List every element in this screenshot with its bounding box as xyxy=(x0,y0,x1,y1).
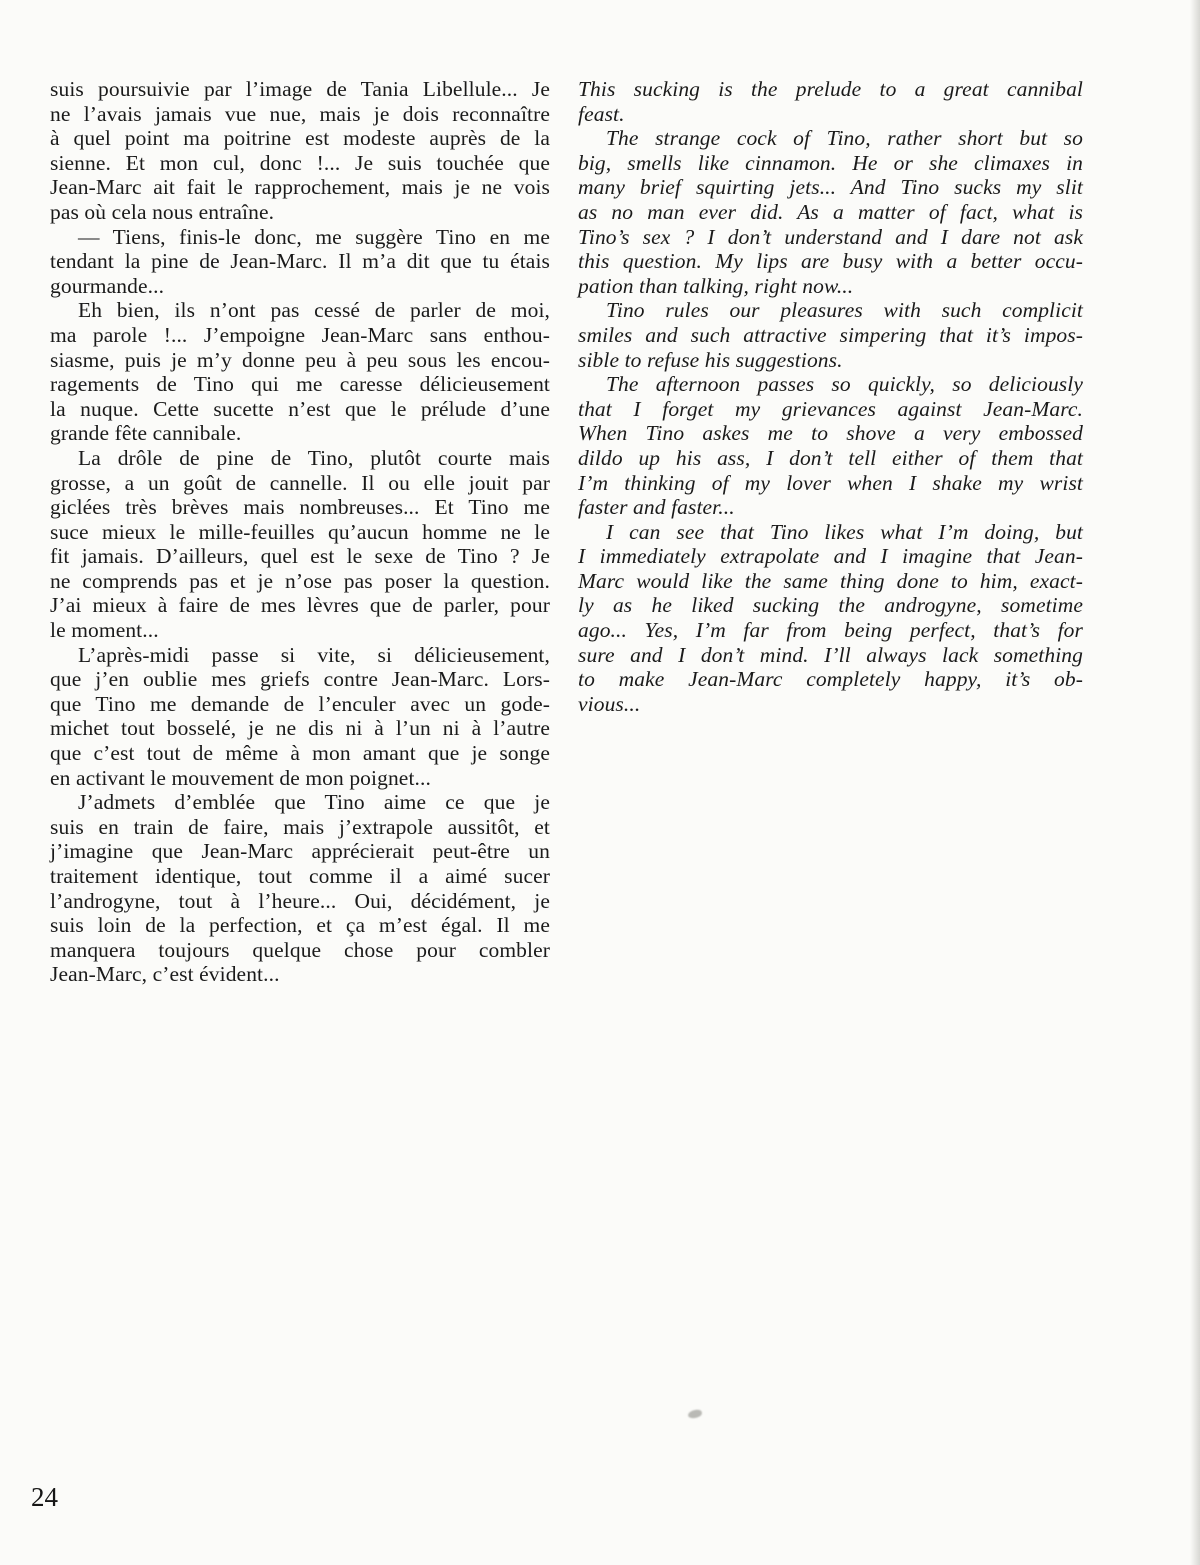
paragraph xyxy=(50,298,550,446)
text-line: — Tiens, finis-le donc, me suggère Tino en me xyxy=(78,224,550,249)
text-line: siasme, puis je m’y donne peu à peu sous les encou- xyxy=(50,347,550,372)
text-line: feast. xyxy=(578,101,625,126)
text-line: que Tino me demande de l’enculer avec un gode- xyxy=(50,691,550,716)
text-line: to make Jean-Marc completely happy, it’s ob- xyxy=(578,667,1083,692)
text-line: I immediately extrapolate and I imagine that Jean- xyxy=(578,544,1083,569)
paragraph xyxy=(578,77,1083,126)
text-line: fit jamais. D’ailleurs, quel est le sexe de Tino ? Je xyxy=(50,544,550,569)
text-line: J’ai mieux à faire de mes lèvres que de parler, pour xyxy=(50,593,550,618)
french-column xyxy=(50,77,550,987)
text-line: sure and I don’t mind. I’ll always lack something xyxy=(578,642,1083,667)
text-line: tendant la pine de Jean-Marc. Il m’a dit que tu étais xyxy=(50,249,550,274)
text-line: traitement identique, tout comme il a aimé sucer xyxy=(50,864,550,888)
text-line: que c’est tout de même à mon amant que je songe xyxy=(50,741,550,766)
text-line: Tino’s sex ? I don’t understand and I dare not ask xyxy=(578,224,1083,249)
text-line: Marc would like the same thing done to him, exact- xyxy=(578,568,1083,593)
text-line: The afternoon passes so quickly, so deliciously xyxy=(606,372,1083,397)
text-line: as no man ever did. As a matter of fact, what is xyxy=(578,199,1083,224)
text-line: suis poursuivie par l’image de Tania Libellule... Je xyxy=(50,77,550,101)
text-line: The strange cock of Tino, rather short but so xyxy=(606,126,1083,151)
text-line: that I forget my grievances against Jean-Marc. xyxy=(578,396,1083,421)
text-line: I can see that Tino likes what I’m doing, but xyxy=(606,519,1083,544)
text-line: j’imagine que Jean-Marc apprécierait peut-être un xyxy=(50,839,550,864)
paragraph xyxy=(578,298,1083,372)
text-line: Tino rules our pleasures with such complicit xyxy=(606,298,1083,323)
text-line: giclées très brèves mais nombreuses... Et Tino me xyxy=(50,495,550,520)
text-line: this question. My lips are busy with a better occu- xyxy=(578,249,1083,274)
text-line: This sucking is the prelude to a great cannibal xyxy=(578,77,1083,101)
text-line: ma parole !... J’empoigne Jean-Marc sans enthou- xyxy=(50,322,550,347)
text-line: manquera toujours quelque chose pour combler xyxy=(50,937,550,962)
text-line: vious... xyxy=(578,691,641,716)
text-line: faster and faster... xyxy=(578,495,735,520)
text-line: Jean-Marc ait fait le rapprochement, mais je ne vois xyxy=(50,175,550,200)
text-line: smiles and such attractive simpering that it’s impos- xyxy=(578,322,1083,347)
text-line: Eh bien, ils n’ont pas cessé de parler de moi, xyxy=(78,298,550,323)
paragraph xyxy=(578,520,1083,717)
text-line: pation than talking, right now... xyxy=(578,273,854,298)
text-line: que j’en oublie mes griefs contre Jean-Marc. Lors- xyxy=(50,667,550,692)
paragraph xyxy=(50,643,550,791)
text-line: many brief squirting jets... And Tino sucks my slit xyxy=(578,175,1083,200)
text-line: en activant le mouvement de mon poignet... xyxy=(50,765,431,790)
text-line: grande fête cannibale. xyxy=(50,421,242,446)
text-line: La drôle de pine de Tino, plutôt courte mais xyxy=(78,445,550,470)
text-line: J’admets d’emblée que Tino aime ce que je xyxy=(78,790,550,815)
scan-edge-shadow xyxy=(1190,0,1200,1565)
text-line: ne comprends pas et je n’ose pas poser la question. xyxy=(50,568,550,593)
text-line: michet tout bosselé, je ne dis ni à l’un ni à l’autre xyxy=(50,716,550,741)
text-line: L’après-midi passe si vite, si délicieusement, xyxy=(78,642,550,667)
scan-speck xyxy=(688,1409,703,1419)
paragraph xyxy=(50,790,550,987)
text-line: big, smells like cinnamon. He or she climaxes in xyxy=(578,150,1083,175)
text-line: sible to refuse his suggestions. xyxy=(578,347,843,372)
paragraph xyxy=(50,446,550,643)
text-line: à quel point ma poitrine est modeste auprès de la xyxy=(50,126,550,151)
text-line: ne l’avais jamais vue nue, mais je dois reconnaître xyxy=(50,101,550,126)
text-line: l’androgyne, tout à l’heure... Oui, décidément, je xyxy=(50,888,550,913)
text-line: suis en train de faire, mais j’extrapole aussitôt, et xyxy=(50,814,550,839)
paragraph xyxy=(578,372,1083,520)
text-line: la nuque. Cette sucette n’est que le prélude d’une xyxy=(50,396,550,421)
text-line: grosse, a un goût de cannelle. Il ou elle jouit par xyxy=(50,470,550,495)
paragraph xyxy=(50,77,550,225)
english-column xyxy=(578,77,1083,716)
text-line: ragements de Tino qui me caresse délicieusement xyxy=(50,372,550,397)
text-line: Jean-Marc, c’est évident... xyxy=(50,962,280,987)
text-line: dildo up his ass, I don’t tell either of them that xyxy=(578,445,1083,470)
text-line: sienne. Et mon cul, donc !... Je suis touchée que xyxy=(50,150,550,175)
paragraph xyxy=(50,225,550,299)
text-line: ly as he liked sucking the androgyne, sometime xyxy=(578,593,1083,618)
text-line: I’m thinking of my lover when I shake my wrist xyxy=(578,470,1083,495)
text-line: suis loin de la perfection, et ça m’est égal. Il me xyxy=(50,913,550,938)
text-line: suce mieux le mille-feuilles qu’aucun homme ne le xyxy=(50,519,550,544)
text-line: gourmande... xyxy=(50,273,165,298)
text-line: ago... Yes, I’m far from being perfect, that’s for xyxy=(578,618,1083,643)
paragraph xyxy=(578,126,1083,298)
page-number: 24 xyxy=(31,1482,58,1512)
text-line: pas où cela nous entraîne. xyxy=(50,199,275,224)
text-line: le moment... xyxy=(50,618,159,643)
text-line: When Tino askes me to shove a very embossed xyxy=(578,421,1083,446)
